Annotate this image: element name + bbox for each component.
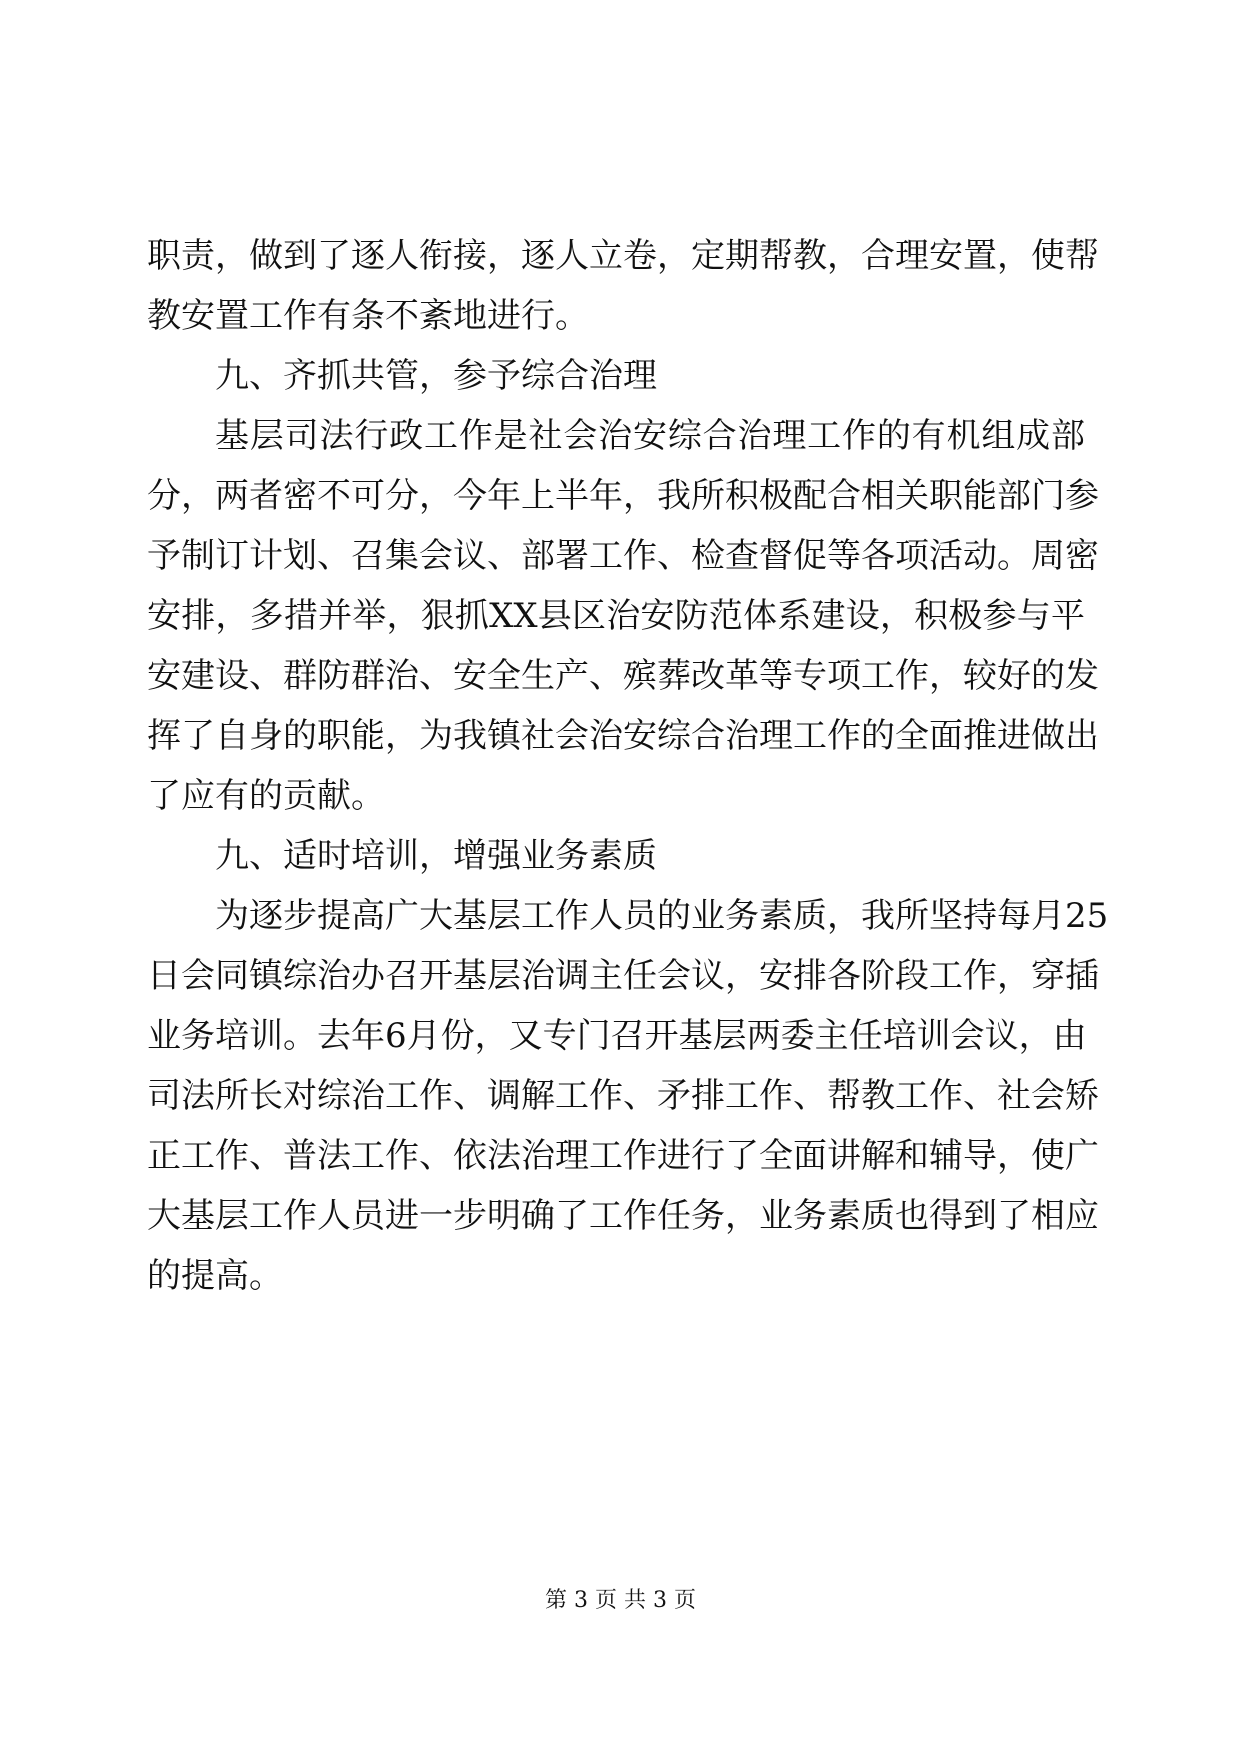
body-line: 司法所长对综治工作、调解工作、矛排工作、帮教工作、社会矫 <box>147 1076 1099 1116</box>
body-line: 为逐步提高广大基层工作人员的业务素质，我所坚持每月25 <box>215 896 1109 936</box>
section-heading: 九、齐抓共管，参予综合治理 <box>215 356 657 396</box>
body-line: 了应有的贡献。 <box>147 776 385 816</box>
body-line: 安排，多措并举，狠抓XX县区治安防范体系建设，积极参与平 <box>147 596 1085 636</box>
body-line: 大基层工作人员进一步明确了工作任务，业务素质也得到了相应 <box>147 1196 1099 1236</box>
body-line: 业务培训。去年6月份，又专门召开基层两委主任培训会议，由 <box>147 1016 1087 1056</box>
body-line: 教安置工作有条不紊地进行。 <box>147 296 589 336</box>
body-line: 日会同镇综治办召开基层治调主任会议，安排各阶段工作，穿插 <box>147 956 1099 996</box>
body-line: 安建设、群防群治、安全生产、殡葬改革等专项工作，较好的发 <box>147 656 1099 696</box>
body-line: 分，两者密不可分，今年上半年，我所积极配合相关职能部门参 <box>147 476 1099 516</box>
body-line: 基层司法行政工作是社会治安综合治理工作的有机组成部 <box>215 416 1085 456</box>
body-line: 职责，做到了逐人衔接，逐人立卷，定期帮教，合理安置，使帮 <box>147 236 1099 276</box>
body-line: 予制订计划、召集会议、部署工作、检查督促等各项活动。周密 <box>147 536 1099 576</box>
body-line: 正工作、普法工作、依法治理工作进行了全面讲解和辅导，使广 <box>147 1136 1099 1176</box>
body-line: 的提高。 <box>147 1256 283 1296</box>
page-number: 第 3 页 共 3 页 <box>545 1588 696 1613</box>
body-line: 挥了自身的职能，为我镇社会治安综合治理工作的全面推进做出 <box>147 716 1099 756</box>
section-heading: 九、适时培训，增强业务素质 <box>215 836 657 876</box>
document-body <box>147 226 1109 1306</box>
